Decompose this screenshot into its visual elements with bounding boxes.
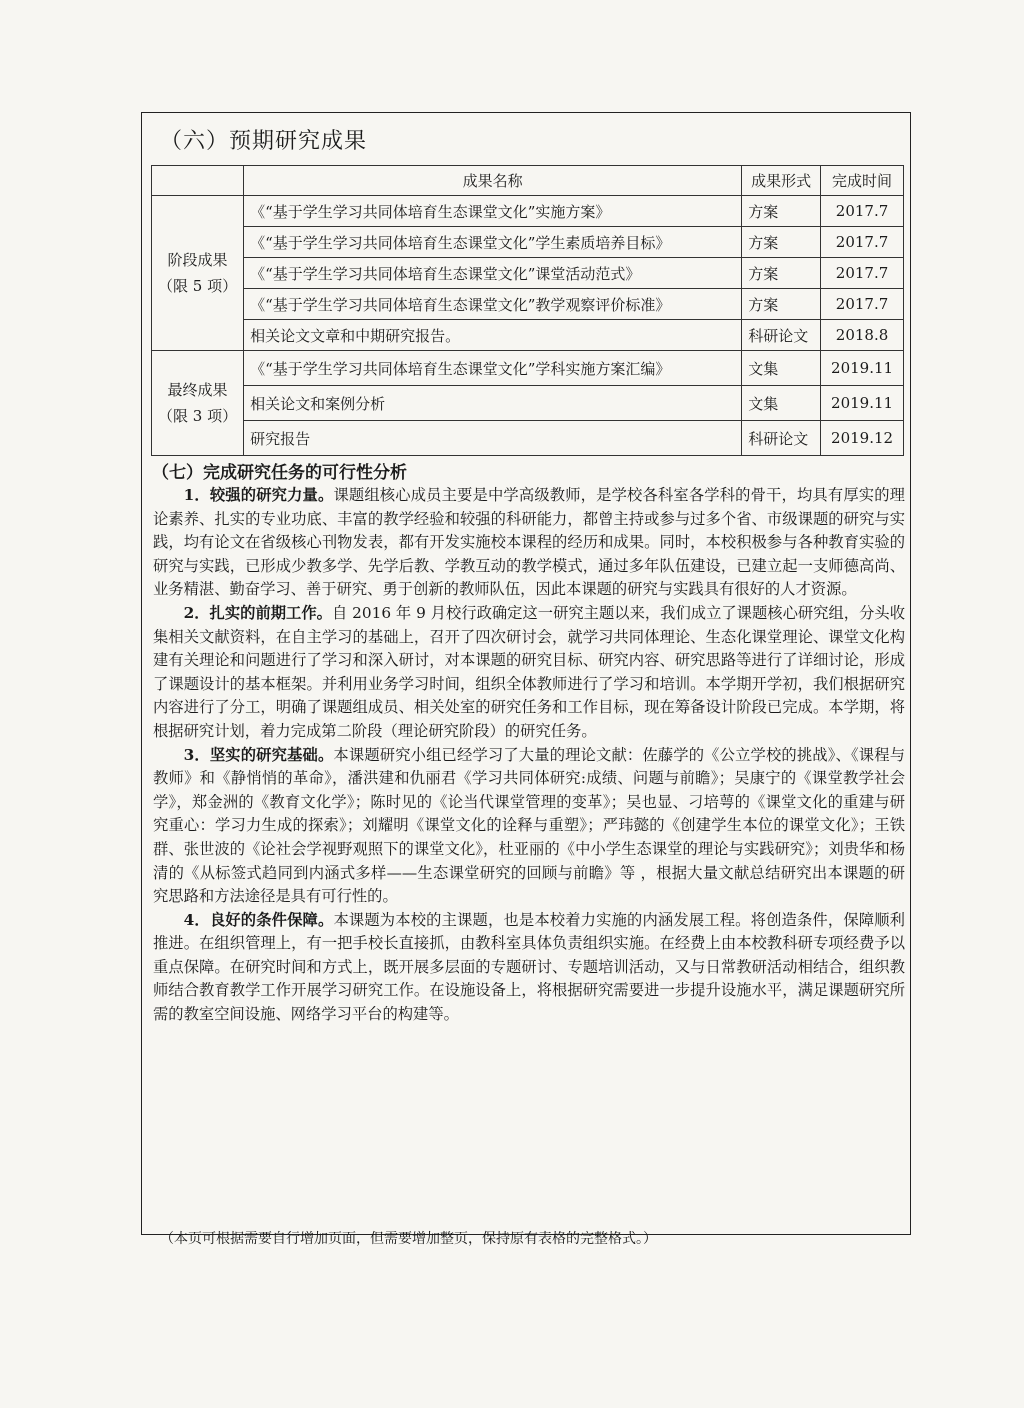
paragraph-text: 本课题研究小组已经学习了大量的理论文献：佐藤学的《公立学校的挑战》、《课程与教师》和《静悄悄的革命》，潘洪建和仇丽君《学习共同体研究:成绩、问题与前瞻》；吴康宁的《课堂教学社会学》，郑金洲的《教育文化学》；陈时见的《论当代课堂管理的变革》；吴也显、刁培萼的《课堂文化的重建与研究重心：学习力生成的探索》；刘耀明《课堂文化的诠释与重塑》；严玮懿的《创建学生本位的课堂文化》；王铁群、张世波的《论社会学视野观照下的课堂文化》，杜亚丽的《中小学生态课堂的理论与实践研究》；刘贵华和杨清的《从标签式趋同到内涵式多样——生态课堂研究的回顾与前瞻》等 ，根据大量文献总结研究出本课题的研究思路和方法途径是具有可行性的。 [153, 745, 905, 906]
result-time: 2019.12 [821, 421, 904, 456]
paragraph-text: 本课题为本校的主课题，也是本校着力实施的内涵发展工程。将创造条件，保障顺利推进。在组织管理上，有一把手校长直接抓，由教科室具体负责组织实施。在经费上由本校教科研专项经费予以重点保障。在研究时间和方式上，既开展多层面的专题研讨、专题培训活动，又与日常教研活动相结合，组织教师结合教育教学工作开展学习研究工作。在设施设备上，将根据研究需要进一步提升设施水平，满足课题研究所需的教室空间设施、网络学习平台的构建等。 [153, 910, 905, 1024]
result-time: 2017.7 [821, 227, 904, 258]
result-time: 2018.8 [821, 320, 904, 351]
result-time: 2019.11 [821, 351, 904, 386]
table-row [152, 320, 904, 351]
table-row [152, 421, 904, 456]
header-time: 完成时间 [821, 166, 904, 196]
result-form: 方案 [742, 196, 821, 227]
paragraph-heading: 3．坚实的研究基础。 [183, 745, 334, 764]
paragraph-heading: 4．良好的条件保障。 [183, 910, 334, 929]
paragraph [153, 484, 905, 602]
result-form: 方案 [742, 227, 821, 258]
header-form: 成果形式 [742, 166, 821, 196]
paragraph [153, 909, 905, 1027]
result-name: 《“基于学生学习共同体培育生态课堂文化”学科实施方案汇编》 [244, 351, 742, 386]
result-time: 2017.7 [821, 196, 904, 227]
table-row [152, 196, 904, 227]
paragraph-heading: 1．较强的研究力量。 [183, 486, 334, 504]
result-time: 2019.11 [821, 386, 904, 421]
paragraph [153, 744, 905, 909]
result-name: 《“基于学生学习共同体培育生态课堂文化”学生素质培养目标》 [244, 227, 742, 258]
table-header-row [152, 166, 904, 196]
final-results-label: 最终成果 （限 3 项） [152, 351, 244, 456]
feasibility-analysis [153, 484, 905, 1027]
paragraph-text: 课题组核心成员主要是中学高级教师，是学校各科室各学科的骨干，均具有厚实的理论素养、扎实的专业功底、丰富的教学经验和较强的科研能力，都曾主持或参与过多个省、市级课题的研究与实践，均有论文在省级核心刊物发表，都有开发实施校本课程的经历和成果。同时，本校积极参与各种教育实验的研究与实践，已形成少教多学、先学后教、学教互动的教学模式，通过多年队伍建设，已建立起一支师德高尚、业务精湛、勤奋学习、善于研究、勇于创新的教师队伍，因此本课题的研究与实践具有很好的人才资源。 [153, 486, 905, 599]
result-name: 相关论文和案例分析 [244, 386, 742, 421]
result-form: 方案 [742, 258, 821, 289]
result-name: 相关论文文章和中期研究报告。 [244, 320, 742, 351]
result-form: 方案 [742, 289, 821, 320]
table-row [152, 351, 904, 386]
footer-note: （本页可根据需要自行增加页面，但需要增加整页，保持原有表格的完整格式。） [160, 1231, 657, 1247]
result-name: 《“基于学生学习共同体培育生态课堂文化”课堂活动范式》 [244, 258, 742, 289]
section6-title: （六）预期研究成果 [160, 129, 368, 154]
result-name: 《“基于学生学习共同体培育生态课堂文化”实施方案》 [244, 196, 742, 227]
paragraph-heading: 2．扎实的前期工作。 [183, 603, 332, 622]
result-time: 2017.7 [821, 289, 904, 320]
result-name: 《“基于学生学习共同体培育生态课堂文化”教学观察评价标准》 [244, 289, 742, 320]
table-row [152, 258, 904, 289]
result-form: 科研论文 [742, 421, 821, 456]
paragraph [153, 602, 905, 744]
result-form: 文集 [742, 386, 821, 421]
paragraph-text: 自 2016 年 9 月校行政确定这一研究主题以来，我们成立了课题核心研究组，分头收集相关文献资料，在自主学习的基础上，召开了四次研讨会，就学习共同体理论、生态化课堂理论、课堂文化构建有关理论和问题进行了学习和深入研讨，对本课题的研究目标、研究内容、研究思路等进行了详细讨论，形成了课题设计的基本框架。并利用业务学习时间，组织全体教师进行了学习和培训。本学期开学初，我们根据研究内容进行了分工，明确了课题组成员、相关处室的研究任务和工作目标，现在筹备设计阶段已完成。本学期，将根据研究计划，着力完成第二阶段（理论研究阶段）的研究任务。 [153, 603, 905, 740]
table-row [152, 227, 904, 258]
expected-results-table [151, 165, 904, 456]
table-row [152, 386, 904, 421]
result-form: 科研论文 [742, 320, 821, 351]
stage-results-label: 阶段成果 （限 5 项） [152, 196, 244, 351]
table-row [152, 289, 904, 320]
result-name: 研究报告 [244, 421, 742, 456]
section7-title: （七）完成研究任务的可行性分析 [152, 463, 407, 483]
result-form: 文集 [742, 351, 821, 386]
result-time: 2017.7 [821, 258, 904, 289]
header-name: 成果名称 [244, 166, 742, 196]
header-empty-cell [152, 166, 244, 196]
